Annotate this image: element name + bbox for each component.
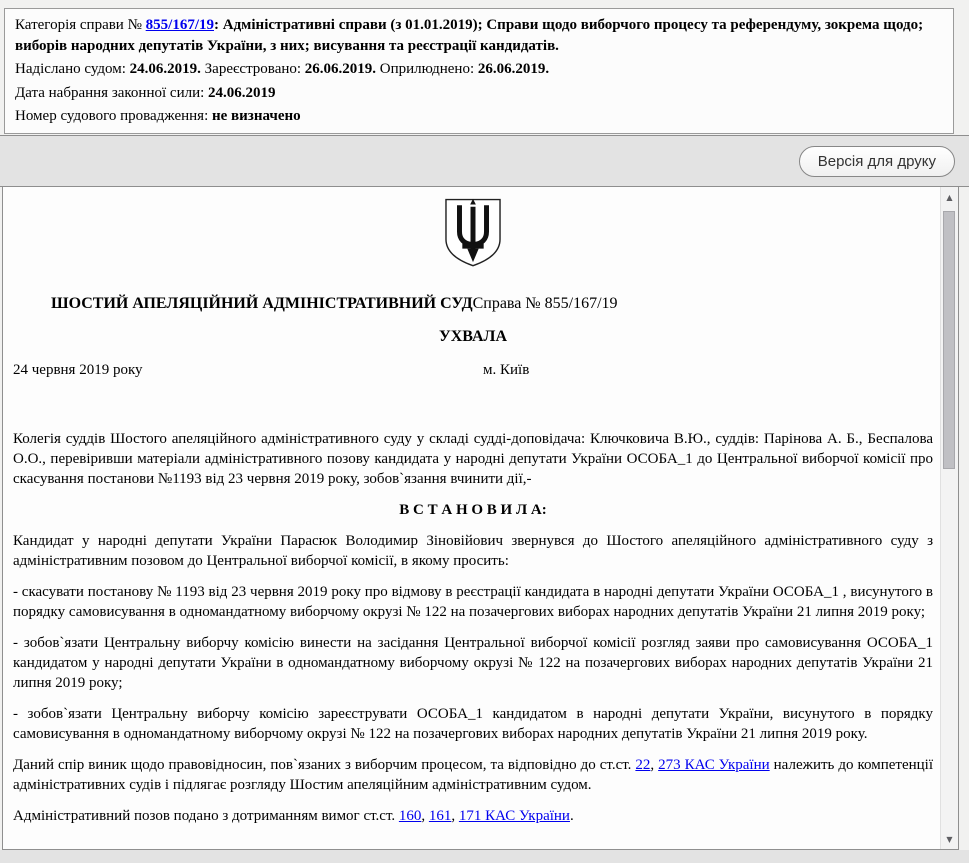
toolbar-band (0, 135, 969, 187)
document-paragraph (13, 755, 933, 795)
vertical-scrollbar[interactable] (940, 187, 958, 849)
text-run: : (214, 17, 223, 33)
scroll-down-icon[interactable]: ▼ (946, 834, 953, 844)
document-paragraph (13, 531, 933, 571)
scroll-up-icon[interactable]: ▲ (946, 192, 953, 202)
case-number: Справа № 855/167/19 (472, 295, 618, 312)
law-article-link[interactable]: 273 КАС України (658, 757, 770, 773)
law-article-link[interactable]: 160 (398, 808, 422, 824)
text-run: Колегія суддів Шостого апеляційного адміністративного суду у складі судді-доповідача: Ключковича В.Ю., суддів: Парінова А. Б., Беспалова О.О., перевіривши матеріали адміністративного позову кандидата у народні депутати України ОСОБА_1 до Центральної виборчої комісії про скасування постанови №1193 від 23 червня 2019 року, зобов`язання вчинити дії,- (13, 431, 933, 487)
text-run: 26.06.2019. (477, 61, 550, 77)
document-paragraph (13, 704, 933, 744)
text-run: - зобов`язати Центральну виборчу комісію зареєструвати ОСОБА_1 кандидатом в народні депутати України, висунутого в порядку самовисування в одномандатному виборчому окрузі № 122 на позачергових виборах народних депутатів України 21 липня 2019 року. (13, 706, 933, 742)
case-meta-line (15, 83, 941, 104)
document-paragraph (13, 582, 933, 622)
case-meta-line (15, 15, 941, 56)
print-version-button[interactable]: Версія для друку (799, 146, 955, 177)
text-run: Категорія справи № (15, 17, 146, 33)
doc-title-row (13, 294, 933, 314)
document-content (3, 187, 941, 826)
court-name: ШОСТИЙ АПЕЛЯЦІЙНИЙ АДМІНІСТРАТИВНИЙ СУД (51, 295, 473, 312)
text-run: - зобов`язати Центральну виборчу комісію винести на засідання Центральної виборчої комісії розгляд заяви про самовисування ОСОБА_1 кандидатом у народні депутати України в одномандатному виборчому окрузі № 122 на позачергових виборах народних депутатів України 21 липня 2019 року; (13, 635, 933, 691)
text-run: , (451, 808, 459, 824)
decision-date: 24 червня 2019 року (13, 362, 143, 378)
case-meta-panel (4, 8, 954, 134)
text-run: Номер судового провадження: (15, 108, 212, 124)
text-run: Адміністративний позов подано з дотриманням вимог ст.ст. (13, 808, 399, 824)
document-paragraph (13, 633, 933, 693)
text-run: не визначено (212, 108, 301, 124)
text-run: , (421, 808, 429, 824)
document-paragraph (13, 429, 933, 489)
document-paragraph (13, 500, 933, 520)
document-area (2, 187, 959, 850)
bottom-band (0, 850, 969, 863)
text-run: - скасувати постанову № 1193 від 23 червня 2019 року про відмову в реєстрації кандидата в народні депутати України ОСОБА_1 , висунутого в порядку самовисування в одномандатному виборчому окрузі № 122 на позачергових виборах народних депутатів України 21 липня 2019 року; (13, 584, 933, 620)
case-meta-line (15, 59, 941, 80)
court-city: м. Київ (483, 362, 530, 378)
document-type-heading: УХВАЛА (439, 328, 507, 345)
text-run: належить до компетенції адміністративних судів і підлягає розгляду Шостим апеляційним адміністративним судом. (13, 757, 933, 793)
text-run: В С Т А Н О В И Л А: (399, 502, 547, 518)
text-run: . (569, 808, 574, 824)
text-run: Оприлюднено: (376, 61, 478, 77)
document-paragraph (13, 806, 933, 826)
law-article-link[interactable]: 22 (635, 757, 651, 773)
law-article-link[interactable]: 161 (428, 808, 452, 824)
scrollbar-thumb[interactable] (943, 211, 955, 469)
case-number-link[interactable]: 855/167/19 (145, 17, 214, 33)
document-body (13, 429, 933, 826)
ukraine-trident-emblem (441, 196, 505, 270)
text-run: Даний спір виник щодо правовідносин, пов`язаних з виборчим процесом, та відповідно до ст.ст. (13, 757, 636, 773)
text-run: Дата набрання законної сили: (15, 84, 209, 101)
case-meta-line (15, 106, 941, 127)
text-run: Кандидат у народні депутати України Парасюк Володимир Зіновійович звернувся до Шостого апеляційного адміністративного суду з адміністративним позовом до Центральної виборчої комісії, в якому просить: (13, 533, 933, 569)
text-run: Адміністративні справи (з 01.01.2019); Справи щодо виборчого процесу та референдуму, зокрема щодо; виборів народних депутатів України, з них; висування та реєстрації кандидатів. (15, 17, 924, 54)
text-run: 26.06.2019. (304, 61, 377, 77)
text-run: , (650, 757, 659, 773)
text-run: 24.06.2019 (208, 84, 276, 101)
text-run: Надіслано судом: (15, 61, 130, 77)
text-run: 24.06.2019. (129, 61, 201, 77)
date-row (13, 360, 933, 380)
text-run: Зареєстровано: (200, 61, 305, 77)
law-article-link[interactable]: 171 КАС України (458, 808, 570, 824)
